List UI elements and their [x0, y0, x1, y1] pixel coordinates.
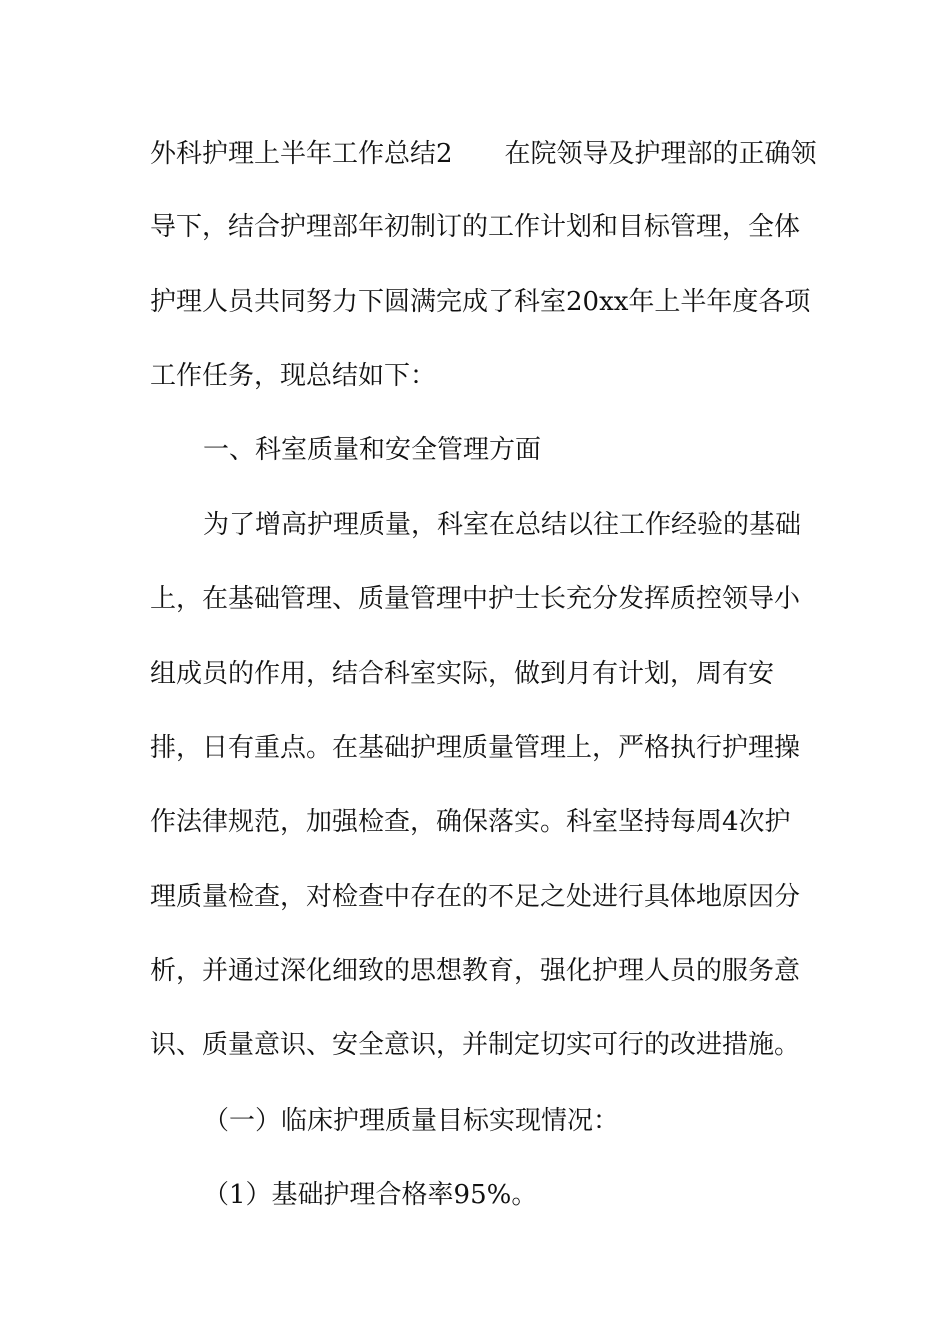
paragraph-line: [150, 134, 830, 174]
paragraph-line: 识、质量意识、安全意识，并制定切实可行的改进措施。: [150, 1030, 801, 1060]
paragraph-line: 析，并通过深化细致的思想教育，强化护理人员的服务意: [150, 956, 801, 986]
paragraph-line: 为了增高护理质量，科室在总结以往工作经验的基础: [203, 510, 802, 540]
document-title: 外科护理上半年工作总结2: [150, 139, 453, 169]
paragraph-text: 在院领导及护理部的正确领: [504, 139, 817, 169]
paragraph-line: 理质量检查，对检查中存在的不足之处进行具体地原因分: [150, 882, 801, 912]
paragraph-line: 上，在基础管理、质量管理中护士长充分发挥质控领导小: [150, 584, 801, 614]
paragraph-line: 作法律规范，加强检查，确保落实。科室坚持每周4次护: [150, 807, 791, 837]
list-item: （1）基础护理合格率95%。: [203, 1180, 538, 1210]
paragraph-line: 组成员的作用，结合科室实际，做到月有计划，周有安: [150, 659, 775, 689]
paragraph-line: 排，日有重点。在基础护理质量管理上，严格执行护理操: [150, 733, 801, 763]
subsection-heading: （一）临床护理质量目标实现情况：: [203, 1106, 620, 1136]
paragraph-line: 护理人员共同努力下圆满完成了科室20xx年上半年度各项: [150, 287, 811, 317]
section-heading: 一、科室质量和安全管理方面: [203, 435, 542, 465]
paragraph-line: 工作任务，现总结如下：: [150, 361, 437, 391]
paragraph-line: 导下，结合护理部年初制订的工作计划和目标管理，全体: [150, 212, 801, 242]
